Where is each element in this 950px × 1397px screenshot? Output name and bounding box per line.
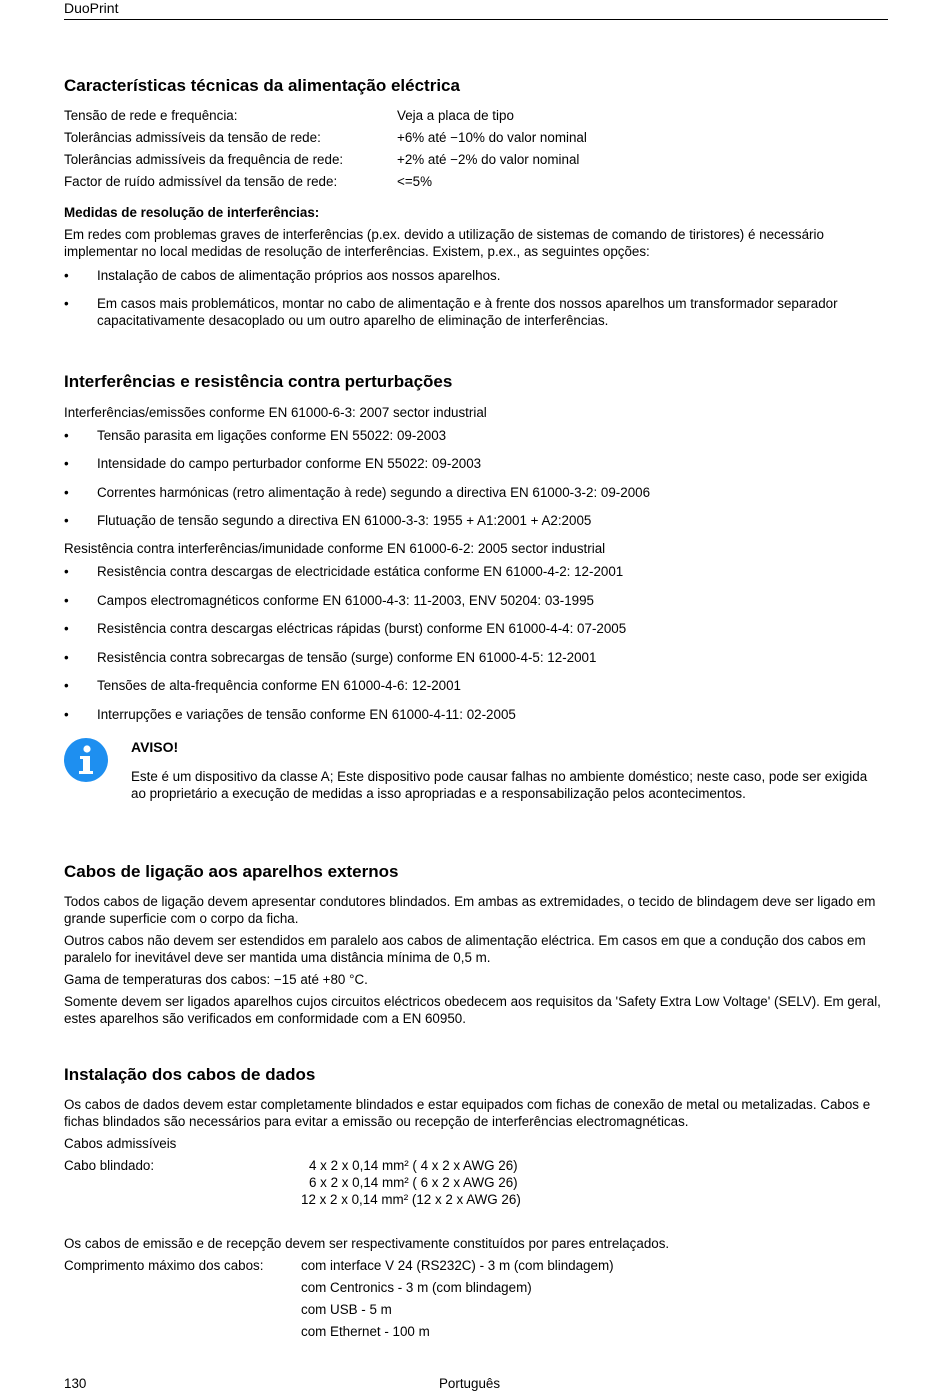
- footer-language: Português: [439, 1376, 501, 1391]
- page-header: [64, 0, 888, 20]
- page-number: 130: [64, 1376, 87, 1391]
- cable-value: 12 x 2 x 0,14 mm² (12 x 2 x AWG 26): [301, 1192, 521, 1207]
- cable-value: 4 x 2 x 0,14 mm² ( 4 x 2 x AWG 26): [309, 1158, 518, 1173]
- spec-key: Tolerâncias admissíveis da frequência de rede:: [64, 152, 344, 167]
- spec-key: Factor de ruído admissível da tensão de rede:: [64, 174, 338, 189]
- paragraph: Gama de temperaturas dos cabos: −15 até +80 °C.: [64, 972, 368, 987]
- max-length-value: com Centronics - 3 m (com blindagem): [301, 1280, 532, 1295]
- paragraph: Cabos admissíveis: [64, 1136, 177, 1151]
- paragraph: Outros cabos não devem ser estendidos em paralelo aos cabos de alimentação eléctrica. Em casos em que a condução dos cabos em paralelo for inevitável deve ser mantida uma distância mínima de 0,5 m.: [64, 933, 866, 965]
- paragraph: Somente devem ser ligados aparelhos cujos circuitos eléctricos obedecem aos requisitos da 'Safety Extra Low Voltage' (SELV). Em geral, estes aparelhos são verificados em conformidade com a EN 60950.: [64, 994, 881, 1026]
- bullet-icon: •: [64, 456, 69, 471]
- bullet-icon: •: [64, 428, 69, 443]
- paragraph: Em redes com problemas graves de interferências (p.ex. devido a utilização de sistemas de comando de tiristores) é necessário implementar no local medidas de resolução de interferências. Existem, p.ex., as seguintes opções:: [64, 227, 824, 259]
- spec-key: Tensão de rede e frequência:: [64, 108, 238, 123]
- bullet-icon: •: [64, 268, 69, 283]
- cable-label: Cabo blindado:: [64, 1158, 155, 1173]
- spec-value: +6% até −10% do valor nominal: [397, 130, 587, 145]
- spec-key: Tolerâncias admissíveis da tensão de rede:: [64, 130, 321, 145]
- paragraph: Os cabos de dados devem estar completamente blindados e estar equipados com fichas de conexão de metal ou metalizadas. Cabos e fichas blindados são necessários para evitar a emissão ou recepção de interferências electromagnéticas.: [64, 1097, 871, 1129]
- section-title-data-cables: Instalação dos cabos de dados: [64, 1065, 316, 1084]
- notice-text: Este é um dispositivo da classe A; Este dispositivo pode causar falhas no ambiente doméstico; neste caso, pode ser exigida ao proprietário a execução de medidas a isso apropriadas e a responsabilização pelos acontecimentos.: [131, 769, 868, 801]
- section-title-interference: Interferências e resistência contra perturbações: [64, 372, 453, 391]
- subheading-interference-measures: Medidas de resolução de interferências:: [64, 205, 320, 220]
- paragraph: Os cabos de emissão e de recepção devem ser respectivamente constituídos por pares entrelaçados.: [64, 1236, 670, 1251]
- spec-value: +2% até −2% do valor nominal: [397, 152, 580, 167]
- cable-value: 6 x 2 x 0,14 mm² ( 6 x 2 x AWG 26): [309, 1175, 518, 1190]
- max-length-value: com interface V 24 (RS232C) - 3 m (com blindagem): [301, 1258, 614, 1273]
- max-length-label: Comprimento máximo dos cabos:: [64, 1258, 264, 1273]
- bullet-icon: •: [64, 707, 69, 722]
- spec-value: <=5%: [397, 174, 432, 189]
- notice-title: AVISO!: [131, 739, 179, 755]
- bullet-icon: •: [64, 621, 69, 636]
- paragraph: Todos cabos de ligação devem apresentar condutores blindados. Em ambas as extremidades, o tecido de blindagem deve ser ligado em grande superficie com o corpo da ficha.: [64, 894, 876, 926]
- bullet-icon: •: [64, 564, 69, 579]
- max-length-value: com USB - 5 m: [301, 1302, 392, 1317]
- section-title-external-cables: Cabos de ligação aos aparelhos externos: [64, 862, 399, 881]
- header-title: DuoPrint: [64, 0, 119, 16]
- spec-value: Veja a placa de tipo: [397, 108, 514, 123]
- paragraph: Resistência contra interferências/imunidade conforme EN 61000-6-2: 2005 sector industrial: [64, 541, 606, 556]
- paragraph: Interferências/emissões conforme EN 61000-6-3: 2007 sector industrial: [64, 405, 487, 420]
- bullet-icon: •: [64, 513, 69, 528]
- max-length-value: com Ethernet - 100 m: [301, 1324, 430, 1339]
- section-title-power: Características técnicas da alimentação eléctrica: [64, 76, 460, 95]
- document-page: DuoPrint Características técnicas da alimentação eléctrica Tensão de rede e frequência: Veja a placa de tipo Tolerâncias admissíveis da tensão de rede: +6% até −10% do valor nominal Tolerâncias admissíveis da frequência de rede: +2% até −2% do valor nominal Factor de ruído admissível da tensão de rede: <=5% Medidas de resolução de interferências: Em redes com problemas graves de interferências (p.ex. devido a utilização de sistemas de comando de tiristores) é necessário implementar no local medidas de resolução de interferências. Existem, p.ex., as seguintes opções: • Instalação de cabos de alimentação próprios aos nossos aparelhos. • Em casos mais problemáticos, montar no cabo de alimentação e à frente dos nossos aparelhos um transformador separador capacitativamente desacoplado ou um outro aparelho de eliminação de interferências. Interferências e resistência contra perturbações Interferências/emissões conforme EN 61000-6-3: 2007 sector industrial • Tensão parasita em ligações conforme EN 55022: 09-2003 • Intensidade do campo perturbador conforme EN 55022: 09-2003 • Correntes harmónicas (retro alimentação à rede) segundo a directiva EN 61000-3-2: 09-2006 • Flutuação de tensão segundo a directiva EN 61000-3-3: 1955 + A1:2001 + A2:2005 Resistência contra interferências/imunidade conforme EN 61000-6-2: 2005 sector industrial • Resistência contra descargas de electricidade estática conforme EN 61000-4-2: 12-2001 • Campos electromagnéticos conforme EN 61000-4-3: 11-2003, ENV 50204: 03-1995 • Resistência contra descargas eléctricas rápidas (burst) conforme EN 61000-4-4: 07-2005 • Resistência contra sobrecargas de tensão (surge) conforme EN 61000-4-5: 12-2001 • Tensões de alta-frequência conforme EN 61000-4-6: 12-2001 • Interrupções e variações de tensão conforme EN 61000-4-11: 02-2005 AVISO! Este é um dispositivo da classe A; Este dispositivo pode causar falhas no ambiente doméstico; neste caso, pode ser exigida ao proprietário a execução de medidas a isso apropriadas e a responsabilização pelos acontecimentos. Cabos de ligação aos aparelhos externos Todos cabos de ligação devem apresentar condutores blindados. Em ambas as extremidades, o tecido de blindagem deve ser ligado em grande superficie com o corpo da ficha. Outros cabos não devem ser estendidos em paralelo aos cabos de alimentação eléctrica. Em casos em que a condução dos cabos em paralelo for inevitável deve ser mantida uma distância mínima de 0,5 m. Gama de temperaturas dos cabos: −15 até +80 °C. Somente devem ser ligados aparelhos cujos circuitos eléctricos obedecem aos requisitos da 'Safety Extra Low Voltage' (SELV). Em geral, estes aparelhos são verificados em conformidade com a EN 60950. Instalação dos cabos de dados Os cabos de dados devem estar completamente blindados e estar equipados com fichas de conexão de metal ou metalizadas. Cabos e fichas blindados são necessários para evitar a emissão ou recepção de interferências electromagnéticas. Cabos admissíveis Cabo blindado: 4 x 2 x 0,14 mm² ( 4 x 2 x AWG 26) 6 x 2 x 0,14 mm² ( 6 x 2 x AWG 26) 12 x 2 x 0,14 mm² (12 x 2 x AWG 26) Os cabos de emissão e de recepção devem ser respectivamente constituídos por pares entrelaçados. Comprimento máximo dos cabos: com interface V 24 (RS232C) - 3 m (com blindagem) com Centronics - 3 m (com blindagem) com USB - 5 m com Ethernet - 100 m 130 Português: [0, 0, 950, 1397]
- bullet-icon: •: [64, 678, 69, 693]
- bullet-icon: •: [64, 593, 69, 608]
- bullet-icon: •: [64, 296, 69, 311]
- bullet-icon: •: [64, 485, 69, 500]
- bullet-icon: •: [64, 650, 69, 665]
- info-icon: [64, 738, 108, 782]
